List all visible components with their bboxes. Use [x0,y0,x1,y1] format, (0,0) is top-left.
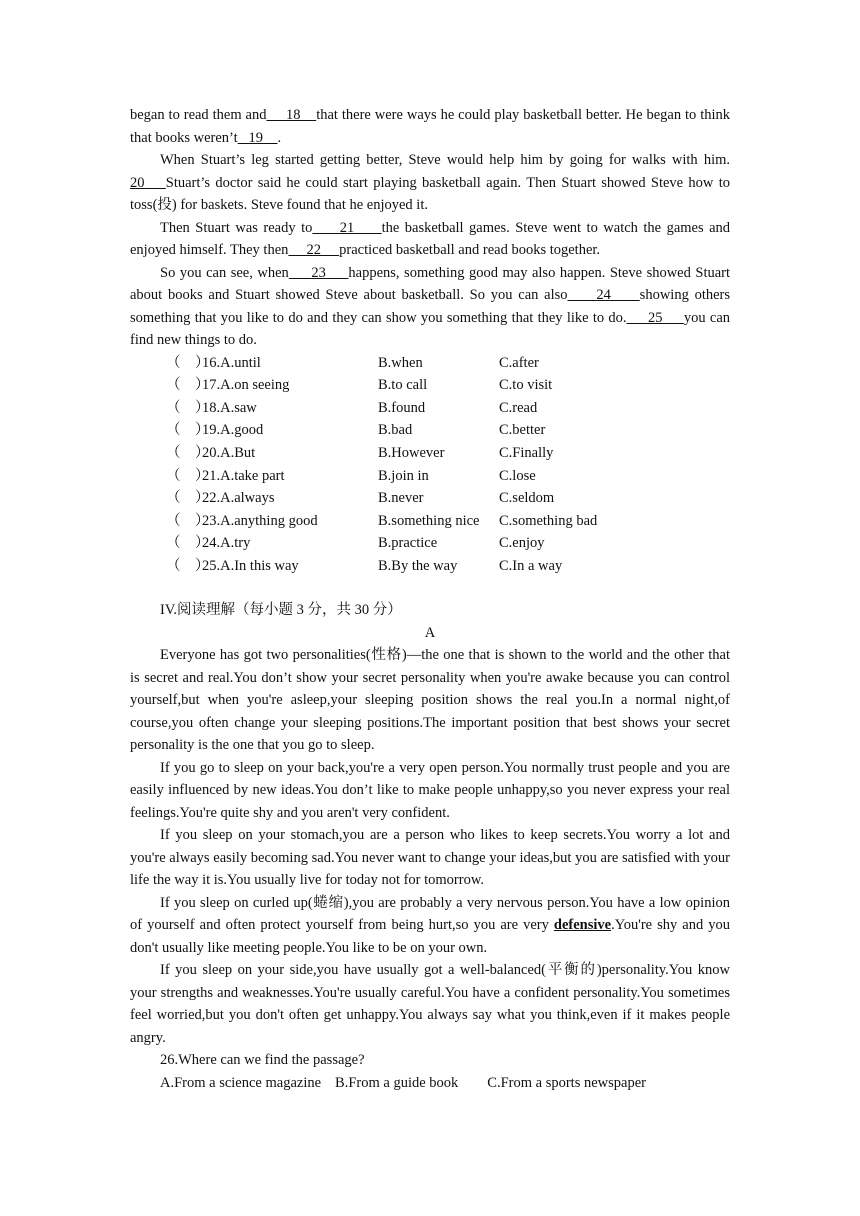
reading-paragraph-2: If you go to sleep on your back,you're a very open person.You normally trust people and you are easily influenced by new ideas.You don’t like to make people unhappy,so you never express your real feelings.You're quite shy and you aren't very confident. [130,759,730,821]
reading-paragraph-1: Everyone has got two personalities(性格)—the one that is shown to the world and the other that is secret and real.You don’t show your secret personality when you're awake because you can control yourself,but when you're asleep,your sleeping position shows the real you.In a normal night,of course,you often change your sleeping positions.The important position that best shows your secret personality is the one that you go to sleep. [130,647,730,754]
text: began to read them and [130,107,267,123]
option-row-23: （ ） 23.A.anything good B.something nice C.something bad [166,512,598,529]
option-row-18: （ ） 18.A.saw B.found C.read [166,399,538,416]
blank-24: 24 [596,287,611,303]
blank-21: 21 [339,219,355,236]
exam-page [130,104,730,1094]
blank-22: 22 [306,242,322,258]
option-row-22: （ ） 22.A.always B.never C.seldom [166,490,555,507]
section-title: IV.阅读理解（每小题 3 分，共 30 分） [160,602,402,619]
blank-19: 19 [248,129,264,146]
cloze-paragraph-1: began to read them and 18 that there were ways he could play basketball better. He began to think that books weren’t 19 . [130,107,731,146]
option-row-20: （ ） 20.A.But B.However C.Finally [166,444,554,461]
text: that there were ways he could play basketball better. He began to think that books weren’t [130,107,731,146]
blank-23: 23 [311,264,326,281]
question-26-options [130,1072,730,1095]
question-26: 26.Where can we find the passage? [160,1052,365,1069]
option-row-24: （ ） 24.A.try B.practice C.enjoy [166,535,545,552]
blank-18: 18 [286,107,301,123]
reading-paragraph-4: If you sleep on curled up(蜷缩),you are probably a very nervous person.You have a low opinion of yourself and often protect yourself from being hurt,so you are very defensive.You're shy and you don't usually like meeting people.You like to be on your own. [130,894,730,956]
blank-20: 20 [130,174,145,191]
cloze-options [166,352,730,578]
cloze-paragraph-2: When Stuart’s leg started getting better, Steve would help him by going for walks with him. 20 Stuart’s doctor said he could start playing basketball again. Then Stuart showed Steve how to toss(投) for baskets. Steve found that he enjoyed it. [130,152,730,213]
cloze-paragraph-3: Then Stuart was ready to 21 the basketball games. Steve went to watch the games and enjoyed himself. They then 22 practiced basketball and read books together. [130,219,731,258]
keyword-defensive: defensive [553,917,612,934]
option-row-16: （ ） 16.A.until B.when C.after [166,354,539,371]
option-row-19: （ ） 19.A.good B.bad C.better [166,422,546,439]
option-row-17: （ ） 17.A.on seeing B.to call C.to visit [166,377,553,394]
option-a: A.From a science magazine [160,1074,322,1091]
option-row-25: （ ） 25.A.In this way B.By the way C.In a way [166,557,563,574]
passage-label: A [424,624,436,641]
reading-paragraph-3: If you sleep on your stomach,you are a person who likes to keep secrets.You worry a lot and you're always easily becoming sad.You never want to change your ideas,but you are satisfied with your life the way it is.You usually live for today not for tomorrow. [130,827,730,889]
option-row-21: （ ） 21.A.take part B.join in C.lose [166,467,536,484]
reading-paragraph-5: If you sleep on your side,you have usually got a well-balanced(平衡的)personality.You know your strengths and weaknesses.You're usually careful.You have a confident personality.You sometimes feel worried,but you don't often get unhappy.You always say what you think,even if it makes people angry. [130,962,730,1046]
option-b: B.From a guide book [335,1074,459,1091]
option-c: C.From a sports newspaper [487,1074,646,1091]
cloze-paragraph-4: So you can see, when 23 happens, something good may also happen. Steve showed Stuart about books and Stuart showed Steve about basketball. So you can also 24 showing others something that you like to do and they can show you something that they like to do. 25 you can find new things to do. [130,264,731,348]
blank-25: 25 [647,309,663,326]
